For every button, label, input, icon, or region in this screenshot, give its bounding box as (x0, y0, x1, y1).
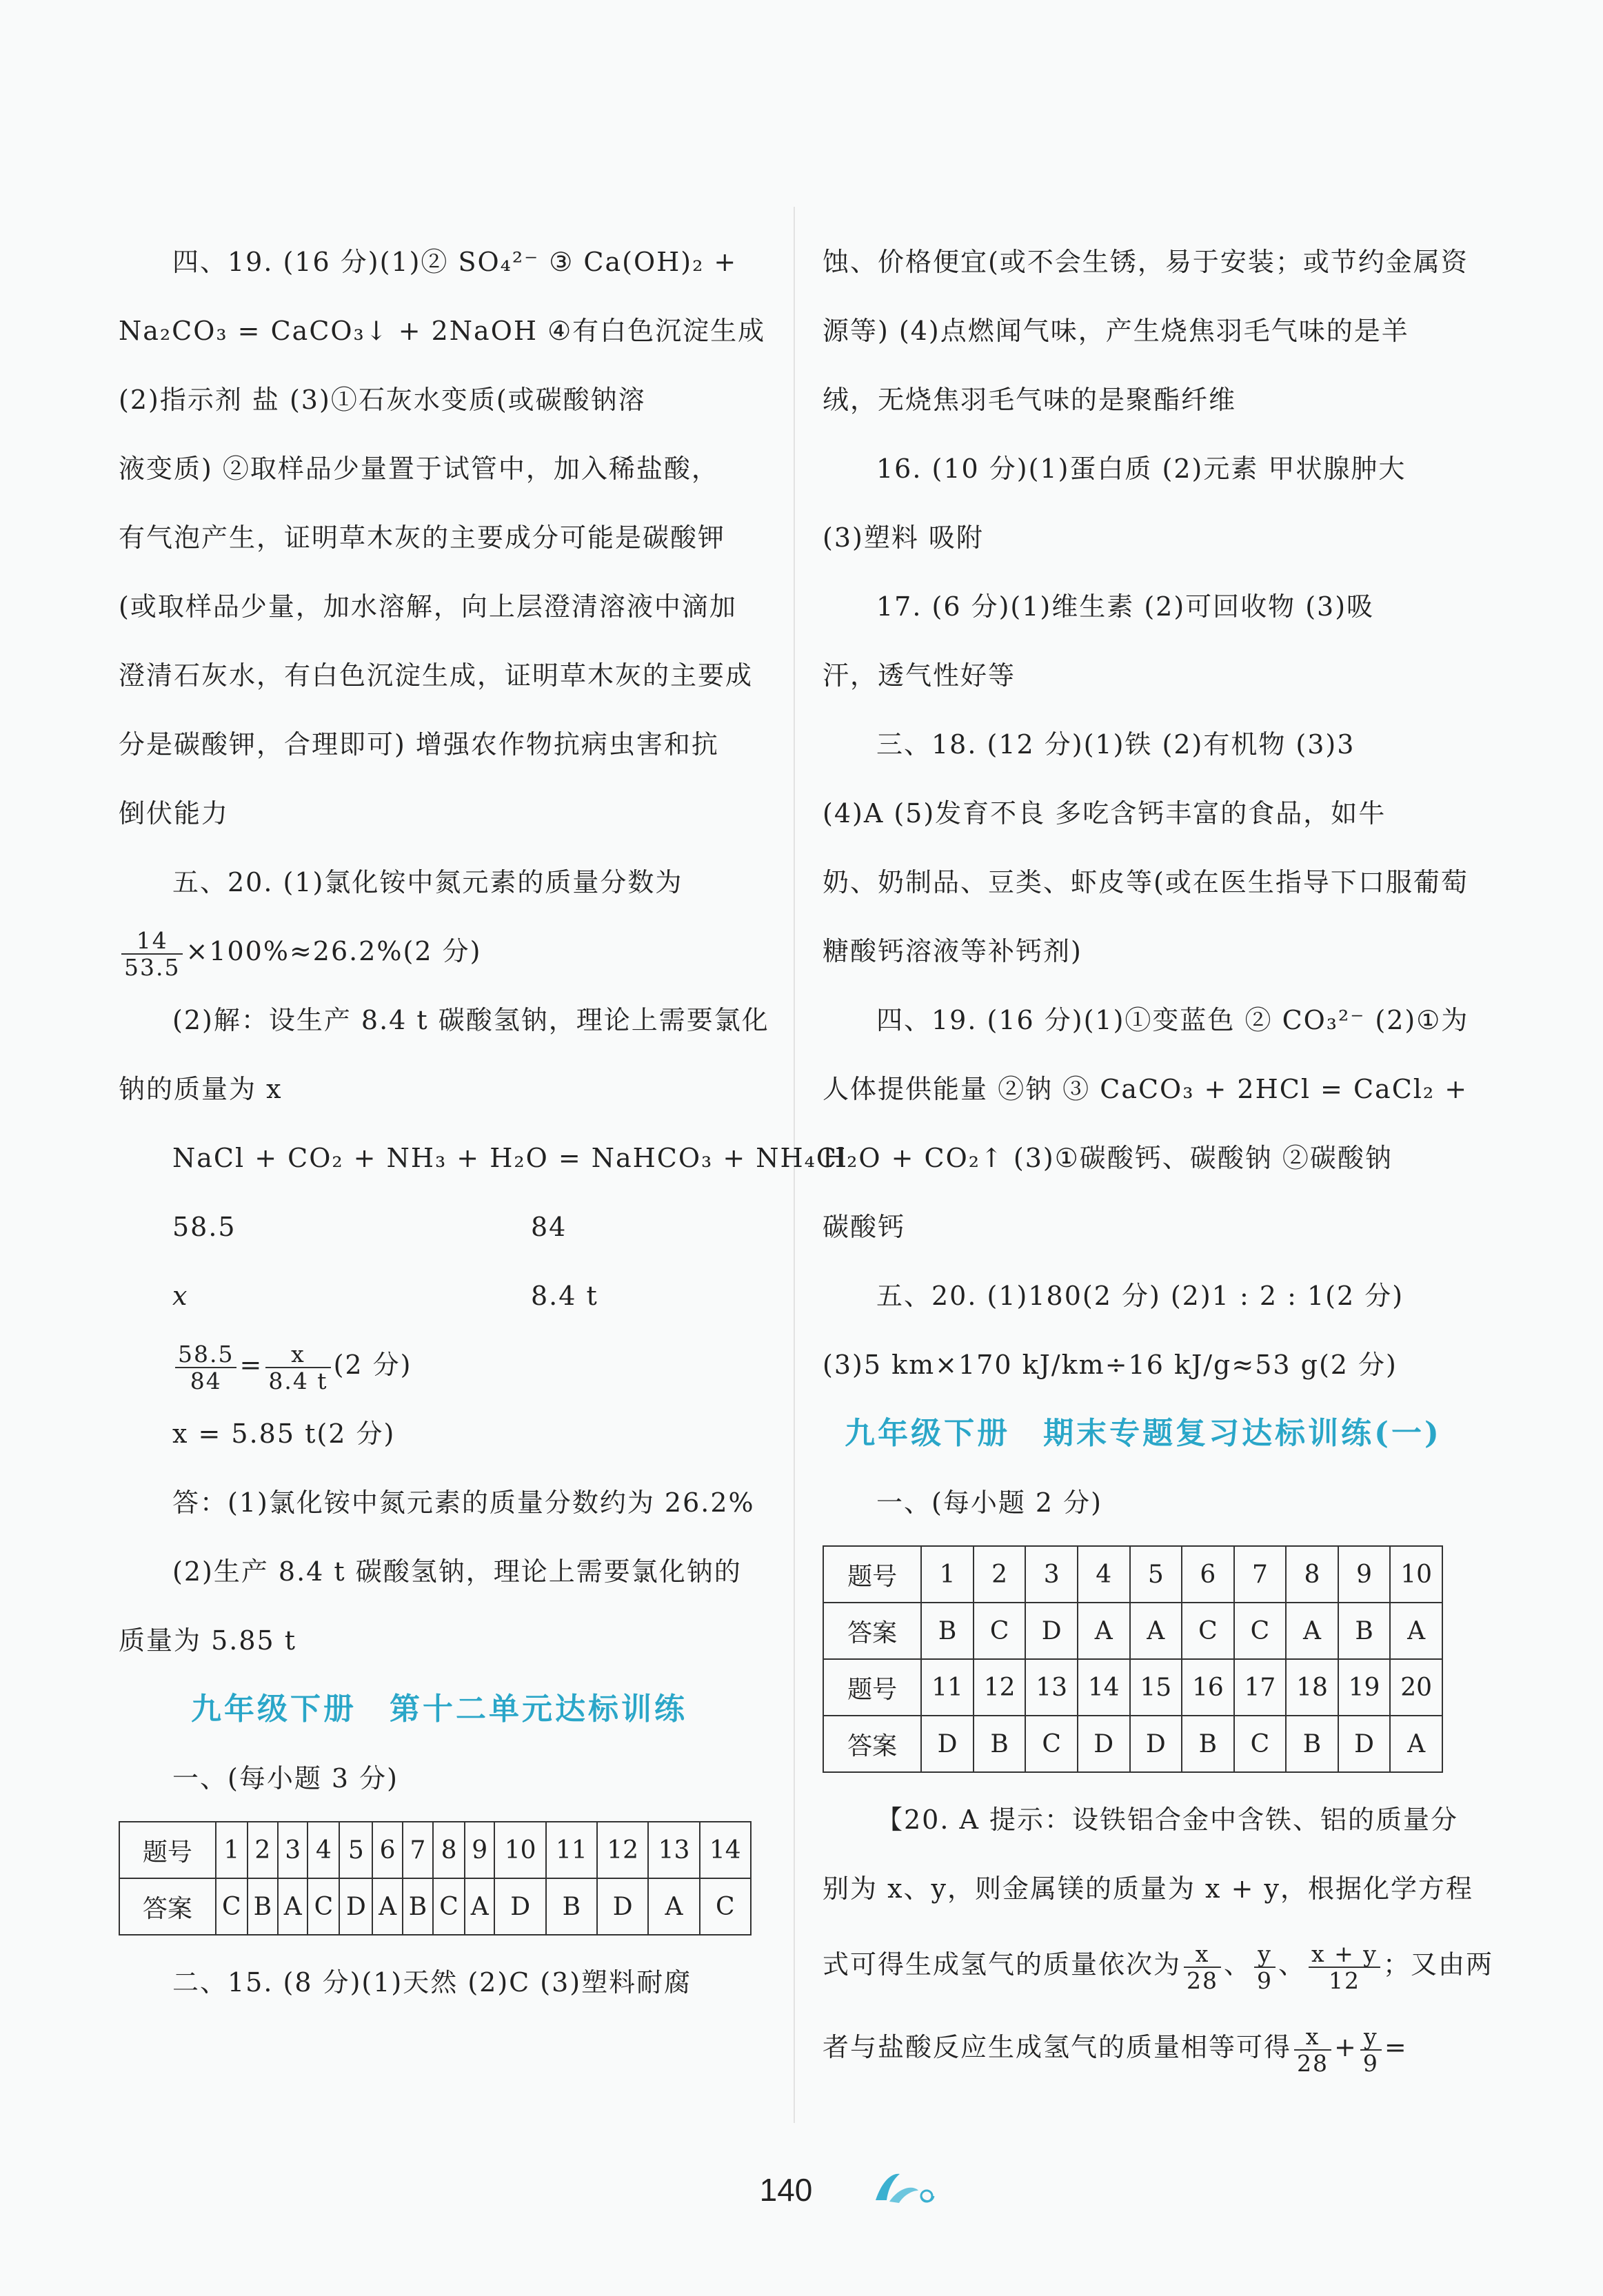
table-cell: B (1338, 1603, 1391, 1659)
table-cell: 9 (1338, 1546, 1391, 1603)
table-cell: B (403, 1878, 433, 1935)
fraction-numerator: 58.5 (175, 1343, 236, 1368)
table-cell: 11 (546, 1822, 597, 1878)
table-row (823, 1659, 1442, 1716)
fraction (121, 926, 183, 981)
text-line: 三、18. (12 分)(1)铁 (2)有机物 (3)3 (876, 729, 1355, 760)
table-cell: 1 (216, 1822, 248, 1878)
table-cell: C (1234, 1716, 1287, 1772)
table-row (823, 1716, 1442, 1772)
table-cell: D (1078, 1716, 1130, 1772)
text-line: 五、20. (1)180(2 分) (2)1 : 2 : 1(2 分) (876, 1281, 1404, 1311)
table-cell: C (1234, 1603, 1287, 1659)
text-segment: 式可得生成氢气的质量依次为 (823, 1949, 1182, 1980)
table-cell: 4 (308, 1822, 339, 1878)
text-line: 别为 x、y，则金属镁的质量为 x + y，根据化学方程 (823, 1873, 1473, 1904)
table-cell: 10 (1390, 1546, 1442, 1603)
table-cell: C (1025, 1716, 1078, 1772)
table-cell: B (974, 1716, 1026, 1772)
text-line: 四、19. (16 分)(1)①变蓝色 ② CO₃²⁻ (2)①为 (876, 1005, 1469, 1035)
table-cell: 2 (248, 1822, 278, 1878)
table-cell: 19 (1338, 1659, 1391, 1716)
table-cell: C (433, 1878, 465, 1935)
text-line: (4)A (5)发育不良 多吃含钙丰富的食品，如牛 (823, 798, 1387, 829)
table-header-cell: 题号 (119, 1822, 216, 1878)
text-line: 17. (6 分)(1)维生素 (2)可回收物 (3)吸 (876, 591, 1375, 622)
text-line: 钠的质量为 x (119, 1074, 283, 1104)
table-cell: B (1286, 1716, 1338, 1772)
table-header-cell: 答案 (119, 1878, 216, 1935)
calc-row (119, 1192, 760, 1261)
table-cell: 7 (1234, 1546, 1287, 1603)
table-cell: 18 (1286, 1659, 1338, 1716)
text-line: 二、15. (8 分)(1)天然 (2)C (3)塑料耐腐 (172, 1967, 692, 1998)
fraction-denominator: 28 (1297, 2049, 1329, 2077)
table-cell: 13 (1025, 1659, 1078, 1716)
fraction-line (119, 917, 760, 986)
table-cell: 6 (372, 1822, 403, 1878)
text-line: 汗，透气性好等 (823, 660, 1016, 691)
separator: 、 (1278, 1949, 1307, 1980)
text-line: 人体提供能量 ②钠 ③ CaCO₃ + 2HCl = CaCl₂ + (823, 1074, 1469, 1104)
table-cell: 16 (1182, 1659, 1234, 1716)
fraction (1309, 1942, 1380, 1992)
fraction-line (823, 1923, 1493, 2006)
table-cell: 12 (597, 1822, 648, 1878)
table-cell: B (248, 1878, 278, 1935)
text-line: 源等) (4)点燃闻气味，产生烧焦羽毛气味的是羊 (823, 316, 1409, 346)
table-cell: A (1390, 1603, 1442, 1659)
fraction-denominator: 28 (1187, 1967, 1219, 1994)
fraction-denominator: 9 (1257, 1967, 1273, 1994)
fraction-denominator: 8.4 t (268, 1367, 328, 1394)
table-cell: 14 (1078, 1659, 1130, 1716)
table-header-cell: 答案 (823, 1603, 921, 1659)
table-cell: 3 (278, 1822, 308, 1878)
fraction-line (823, 2006, 1464, 2089)
table-cell: 2 (974, 1546, 1026, 1603)
table-cell: 1 (921, 1546, 974, 1603)
separator: 、 (1224, 1949, 1252, 1980)
calc-value: 58.5 (172, 1212, 236, 1242)
table-cell: A (1130, 1603, 1182, 1659)
fraction-numerator: x (1294, 2025, 1331, 2051)
text-line: 16. (10 分)(1)蛋白质 (2)元素 甲状腺肿大 (876, 454, 1407, 484)
calc-value: 8.4 t (531, 1281, 598, 1311)
table-cell: C (308, 1878, 339, 1935)
text-line: (2)生产 8.4 t 碳酸氢钠，理论上需要氯化钠的 (172, 1556, 742, 1587)
table-cell: D (1338, 1716, 1391, 1772)
fraction-denominator: 9 (1362, 2049, 1379, 2077)
table-cell: B (1182, 1716, 1234, 1772)
text-line: 四、19. (16 分)(1)② SO₄²⁻ ③ Ca(OH)₂ + (172, 247, 738, 277)
table-cell: 14 (700, 1822, 751, 1878)
proportion-rest: (2 分) (333, 1350, 412, 1380)
text-line: 澄清石灰水，有白色沉淀生成，证明草木灰的主要成 (119, 660, 754, 691)
equals-sign: = (239, 1350, 263, 1380)
table-header-cell: 题号 (823, 1546, 921, 1603)
calc-value: x (172, 1281, 189, 1311)
text-line: 分是碳酸钾，合理即可) 增强农作物抗病虫害和抗 (119, 729, 719, 760)
table-cell: 10 (494, 1822, 545, 1878)
text-line: x = 5.85 t(2 分) (172, 1419, 396, 1449)
table-cell: D (1130, 1716, 1182, 1772)
table-row (119, 1878, 751, 1935)
fraction-numerator: y (1360, 2025, 1382, 2051)
table-cell: A (465, 1878, 495, 1935)
table-cell: 3 (1025, 1546, 1078, 1603)
table-cell: 12 (974, 1659, 1026, 1716)
text-line: (2)指示剂 盐 (3)①石灰水变质(或碳酸钠溶 (119, 385, 646, 415)
text-segment: 者与盐酸反应生成氢气的质量相等可得 (823, 2032, 1292, 2062)
fraction-numerator: x + y (1309, 1942, 1380, 1968)
table-cell: A (1078, 1603, 1130, 1659)
text-line: 倒伏能力 (119, 798, 230, 829)
text-line: 液变质) ②取样品少量置于试管中，加入稀盐酸， (119, 454, 719, 484)
fraction-denominator: 84 (190, 1367, 222, 1394)
fraction (1294, 2022, 1331, 2077)
fraction-numerator: x (265, 1343, 330, 1368)
table-cell: A (648, 1878, 699, 1935)
fraction (1254, 1942, 1276, 1992)
text-line: (2)解：设生产 8.4 t 碳酸氢钠，理论上需要氯化 (172, 1005, 769, 1035)
right-column (823, 227, 1493, 2089)
text-line: 有气泡产生，证明草木灰的主要成分可能是碳酸钾 (119, 522, 726, 553)
section-title: 九年级下册 第十二单元达标训练 (191, 1691, 687, 1727)
fraction (1184, 1942, 1221, 1992)
table-cell: 5 (1130, 1546, 1182, 1603)
part-heading: 一、(每小题 3 分) (172, 1763, 399, 1794)
table-header-cell: 答案 (823, 1716, 921, 1772)
table-cell: A (372, 1878, 403, 1935)
text-line: 绒，无烧焦羽毛气味的是聚酯纤维 (823, 385, 1237, 415)
answer-table (119, 1821, 752, 1936)
table-cell: C (216, 1878, 248, 1935)
text-line: Na₂CO₃ = CaCO₃↓ + 2NaOH ④有白色沉淀生成 (119, 316, 766, 346)
text-line: 奶、奶制品、豆类、虾皮等(或在医生指导下口服葡萄 (823, 867, 1469, 897)
table-row (823, 1546, 1442, 1603)
table-header-cell: 题号 (823, 1659, 921, 1716)
calc-row (119, 1261, 760, 1330)
table-cell: D (921, 1716, 974, 1772)
table-cell: D (339, 1878, 372, 1935)
table-cell: D (597, 1878, 648, 1935)
table-cell: A (1390, 1716, 1442, 1772)
table-cell: 11 (921, 1659, 974, 1716)
left-column (119, 227, 848, 2017)
text-line: (3)塑料 吸附 (823, 522, 984, 553)
calc-value: 84 (531, 1212, 567, 1242)
text-line: 【20. A 提示：设铁铝合金中含铁、铝的质量分 (876, 1805, 1459, 1835)
text-line: (或取样品少量，加水溶解，向上层澄清溶液中滴加 (119, 591, 737, 622)
fraction-numerator: 14 (121, 929, 183, 955)
fraction-numerator: x (1184, 1942, 1221, 1968)
leaf-swirl-icon (869, 2166, 938, 2207)
answer-table (823, 1545, 1443, 1773)
text-line: H₂O + CO₂↑ (3)①碳酸钙、碳酸钠 ②碳酸钠 (823, 1143, 1393, 1173)
table-cell: A (1286, 1603, 1338, 1659)
table-cell: C (700, 1878, 751, 1935)
section-title: 九年级下册 期末专题复习达标训练(一) (845, 1416, 1442, 1451)
text-line: 质量为 5.85 t (119, 1625, 297, 1656)
fraction-denominator: 12 (1328, 1967, 1360, 1994)
table-cell: 15 (1130, 1659, 1182, 1716)
fraction-rest: ×100%≈26.2%(2 分) (185, 936, 482, 966)
fraction (175, 1340, 236, 1394)
text-line: 蚀、价格便宜(或不会生锈，易于安装；或节约金属资 (823, 247, 1469, 277)
text-line: 碳酸钙 (823, 1212, 906, 1242)
proportion-line (119, 1330, 760, 1399)
table-row (823, 1603, 1442, 1659)
table-cell: 8 (1286, 1546, 1338, 1603)
table-cell: C (974, 1603, 1026, 1659)
table-cell: 7 (403, 1822, 433, 1878)
text-line: 五、20. (1)氯化铵中氮元素的质量分数为 (172, 867, 683, 897)
fraction-numerator: y (1254, 1942, 1276, 1968)
page-number: 140 (759, 2172, 813, 2208)
table-cell: 6 (1182, 1546, 1234, 1603)
part-heading: 一、(每小题 2 分) (876, 1487, 1102, 1518)
table-cell: A (278, 1878, 308, 1935)
table-cell: 5 (339, 1822, 372, 1878)
table-cell: 8 (433, 1822, 465, 1878)
table-cell: B (546, 1878, 597, 1935)
table-cell: 13 (648, 1822, 699, 1878)
table-cell: D (494, 1878, 545, 1935)
text-line: 答：(1)氯化铵中氮元素的质量分数约为 26.2% (172, 1487, 755, 1518)
table-row (119, 1822, 751, 1878)
table-cell: 20 (1390, 1659, 1442, 1716)
table-cell: 4 (1078, 1546, 1130, 1603)
equation-line: NaCl + CO₂ + NH₃ + H₂O = NaHCO₃ + NH₄Cl (172, 1143, 848, 1173)
table-cell: C (1182, 1603, 1234, 1659)
fraction (265, 1340, 330, 1394)
table-cell: 9 (465, 1822, 495, 1878)
text-segment: ；又由两 (1382, 1949, 1493, 1980)
fraction-denominator: 53.5 (124, 953, 181, 981)
fraction (1360, 2022, 1382, 2077)
plus-sign: + (1334, 2032, 1358, 2062)
table-cell: D (1025, 1603, 1078, 1659)
text-line: (3)5 km×170 kJ/km÷16 kJ/g≈53 g(2 分) (823, 1350, 1398, 1380)
text-segment: = (1384, 2032, 1408, 2062)
text-line: 糖酸钙溶液等补钙剂) (823, 936, 1082, 966)
table-cell: 17 (1234, 1659, 1287, 1716)
table-cell: B (921, 1603, 974, 1659)
